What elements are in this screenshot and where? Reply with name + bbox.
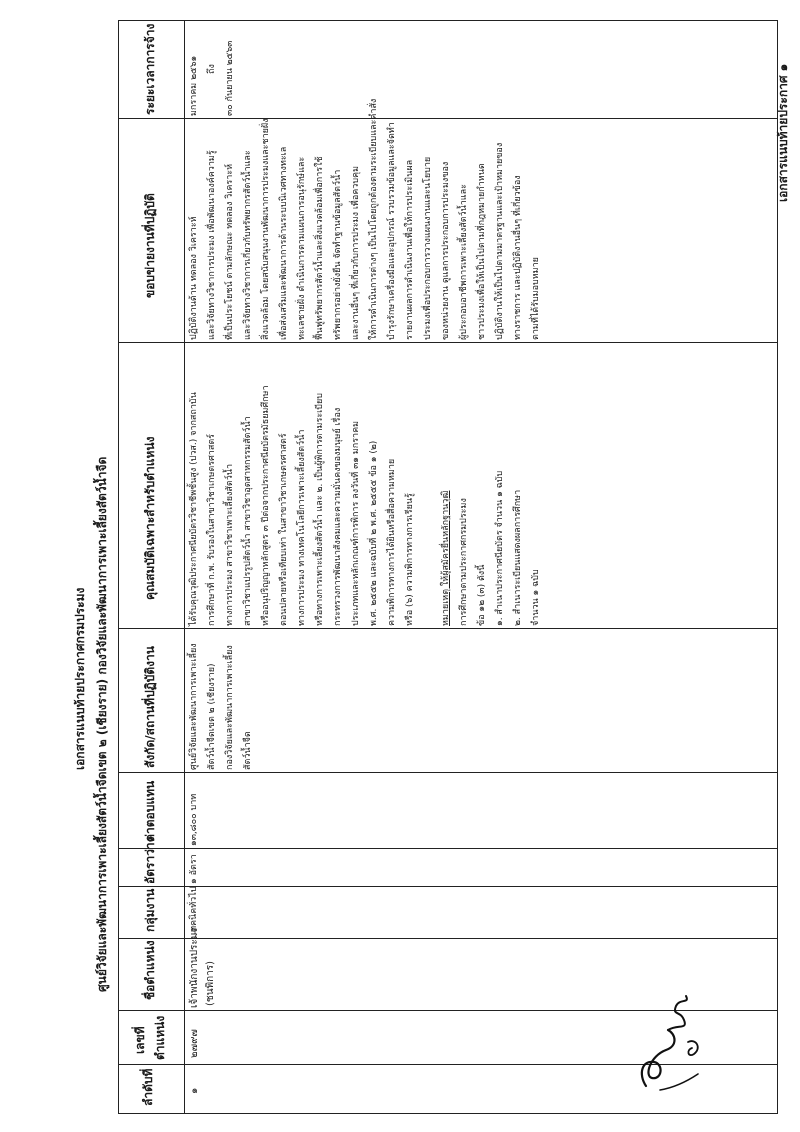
qualification-line: ได้รับคุณวุฒิประกาศนียบัตรวิชาชีพชั้นสูง (ปวส.) จากสถาบัน [189,392,199,626]
col-sep-salary [118,848,778,849]
cell-seq: ๑ [189,1087,200,1094]
cell-office-line: ศูนย์วิจัยและพัฒนาการเพาะเลี้ยง [189,643,199,770]
duty-line: เพื่อส่งเสริมและพัฒนาการด้านระบบนิเวศทางทะเล [279,146,289,340]
duty-line: ทางราชการ และปฏิบัติงานอื่นๆ ที่เกี่ยวข้อง [513,175,523,340]
header-seq: ลำดับที่ [141,1068,155,1106]
duty-line: และวิจัยทางวิชาการเกี่ยวกับทรัพยากรสัตว์น้ำและ [243,150,253,340]
qualification-line: การศึกษาที่ ก.พ. รับรองในสาขาวิชาเกษตรศาสตร์ [207,433,217,626]
qualification-line: ตอนปลายหรือเทียบเท่า ในสาขาวิชาเกษตรศาสตร์ [279,433,289,626]
duty-line: บำรุงรักษาเครื่องมือและอุปกรณ์ รวบรวมข้อมูลและจัดทำ [387,122,397,340]
qualification-line: ทางการประมง ทางเทคโนโลยีการเพาะเลี้ยงสัตว์น้ำ [297,429,307,626]
col-sep-office [118,772,778,773]
cell-office-line: สัตว์น้ำจืด [243,731,253,770]
duty-line: ปฏิบัติงานให้เป็นไปตามมาตรฐานและเป้าหมายของ [495,142,505,340]
period-to: ถึง [207,64,217,74]
header-duties: ขอบข่ายงานที่ปฏิบัติ [143,193,157,298]
qualification-line: สาขาวิชาแปรรูปสัตว์น้ำ สาขาวิชาอุตสาหกรรมสัตว์น้ำ [243,416,253,626]
qualification-line: ๑. สำเนาประกาศนียบัตร จำนวน ๑ ฉบับ [495,470,505,626]
cell-position-name-line: (ชนพิการ) [205,960,216,1006]
duty-line: ของหน่วยงาน ดูแลการประกอบการประมงของ [441,161,451,340]
title-line-1: เอกสารแนบท้ายประกาศกรมประมง [73,587,87,770]
corner-label: เอกสารแนบท้ายประกาศ ๑ [776,63,790,202]
header-qualifications: คุณสมบัติเฉพาะสำหรับตำแหน่ง [143,436,157,600]
duty-line: ตามที่ได้รับมอบหมาย [531,257,541,340]
qualification-line: ความพิการทางการได้ยินหรือสื่อความหมาย [387,458,397,626]
qualification-line: ข้อ ๑๒ (๓) ดังนี้ [477,564,487,626]
qualification-line: กระทรวงการพัฒนาสังคมและความมั่นคงของมนุษย์ เรื่อง [333,407,343,626]
period-end: ๓๐ กันยายน ๒๕๖๓ [225,40,235,116]
header-position-no-line2: ตำแหน่ง [153,1015,167,1060]
qualification-note: หมายเหตุ ให้ผู้สมัครยื่นหลักฐานวุฒิ [441,490,451,626]
qualification-line: พ.ศ. ๒๕๕๒ และฉบับที่ ๒ พ.ศ. ๒๕๕๕ ข้อ ๑ (๒) [369,440,379,626]
header-office: สังกัด/สถานที่ปฏิบัติงาน [143,646,157,768]
signature-mark [632,990,710,1100]
duty-line: ให้การดำเนินการต่างๆ เป็นไปโดยถูกต้องตามระเบียบและคำสั่ง [369,98,379,340]
qualification-line: ๒. สำเนาระเบียนแสดงผลการศึกษา [513,489,523,626]
duty-line: สิ่งแวดล้อม โดยสนับสนุนงานพัฒนาการประมงและชายฝั่ง [261,118,271,340]
duty-line: ทะเลชายฝั่ง ดำเนินการตามแผนการอนุรักษ์และ [297,156,307,340]
duty-line: ผู้ประกอบอาชีพการเพาะเลี้ยงสัตว์น้ำและ [459,184,469,340]
col-sep-group [118,938,778,939]
header-group: กลุ่มงาน [143,888,157,932]
header-position-no-line1: เลขที่ [133,1026,147,1054]
header-salary: ค่าตอบแทน [143,780,157,842]
cell-salary: ๑๓,๘๐๐ บาท [189,793,199,846]
col-sep-duties [118,342,778,343]
qualification-line: จำนวน ๑ ฉบับ [531,569,541,626]
qualification-line: ทางการประมง สาขาวิชาเพาะเลี้ยงสัตว์น้ำ [225,463,235,626]
col-sep-qualifications [118,628,778,629]
qualification-line: ประเภทและหลักเกณฑ์การพิการ ลงวันที่ ๓๑ มกราคม [351,420,361,626]
qualification-line: หรือ (๖) ความพิการทางการเรียนรู้ [405,493,415,626]
header-vacancies: อัตราว่าง [143,836,157,884]
cell-office-line: กองวิจัยและพัฒนาการเพาะเลี้ยง [225,645,235,770]
period-start: มกราคม ๒๕๖๑ [189,55,199,116]
cell-position-no: ๒๗๙๗ [189,1029,200,1058]
duty-line: และวิจัยทางวิชาการประมง เพื่อพัฒนาองค์ความรู้ [207,150,217,340]
duty-line: ทรัพยากรอย่างยั่งยืน จัดทำฐานข้อมูลสัตว์น้ำ [333,169,343,340]
duty-line: ปฏิบัติงานด้าน ทดลอง วิเคราะห์ [189,216,199,340]
cell-office-line: สัตว์น้ำจืดเขต ๒ (เชียงราย) [207,663,217,770]
cell-group: เทคนิคทั่วไป [189,886,199,935]
col-sep-vacancies [118,886,778,887]
header-period: ระยะเวลาการจ้าง [143,23,157,115]
duty-line: และงานอื่นๆ ที่เกี่ยวกับการประมง เพื่อควบคุม [351,165,361,340]
header-position-name: ชื่อตำแหน่ง [143,940,157,1000]
duty-line: ชาวประมงเพื่อให้เป็นไปตามที่กฎหมายกำหนด [477,163,487,340]
qualification-line: การศึกษาตามประกาศกรมประมง [459,498,469,626]
duty-line: ที่เป็นประโยชน์ ตามลักษณะ ทดลอง วิเคราะห์ [225,163,235,340]
cell-vacancies: ๑ อัตรา [189,854,199,884]
duty-line: ประมงเพื่อประกอบการวางแผนงานและนโยบาย [423,156,433,340]
title-line-2: ศูนย์วิจัยและพัฒนาการเพาะเลี้ยงสัตว์น้ำจืดเขต ๒ (เชียงราย) กองวิจัยและพัฒนาการเพาะเลี้ยงสัตว์น้ำจืด [95,456,109,992]
qualification-line: หรืออนุปริญญาหลักสูตร ๓ ปีต่อจากประกาศนียบัตรมัธยมศึกษา [261,385,271,626]
col-sep-period [118,118,778,119]
cell-position-name-line: เจ้าพนักงานประมง [189,927,200,1008]
duty-line: ฟื้นฟูทรัพยากรสัตว์น้ำและสิ่งแวดล้อมเพื่อการใช้ [315,156,325,340]
qualification-line: หรือทางการเพาะเลี้ยงสัตว์น้ำ และ ๒. เป็นผู้พิการตามระเบียบ [315,393,325,626]
header-divider [184,20,185,1114]
duty-line: รายงานผลการดำเนินงานเพื่อให้การประเมินผล [405,159,415,340]
